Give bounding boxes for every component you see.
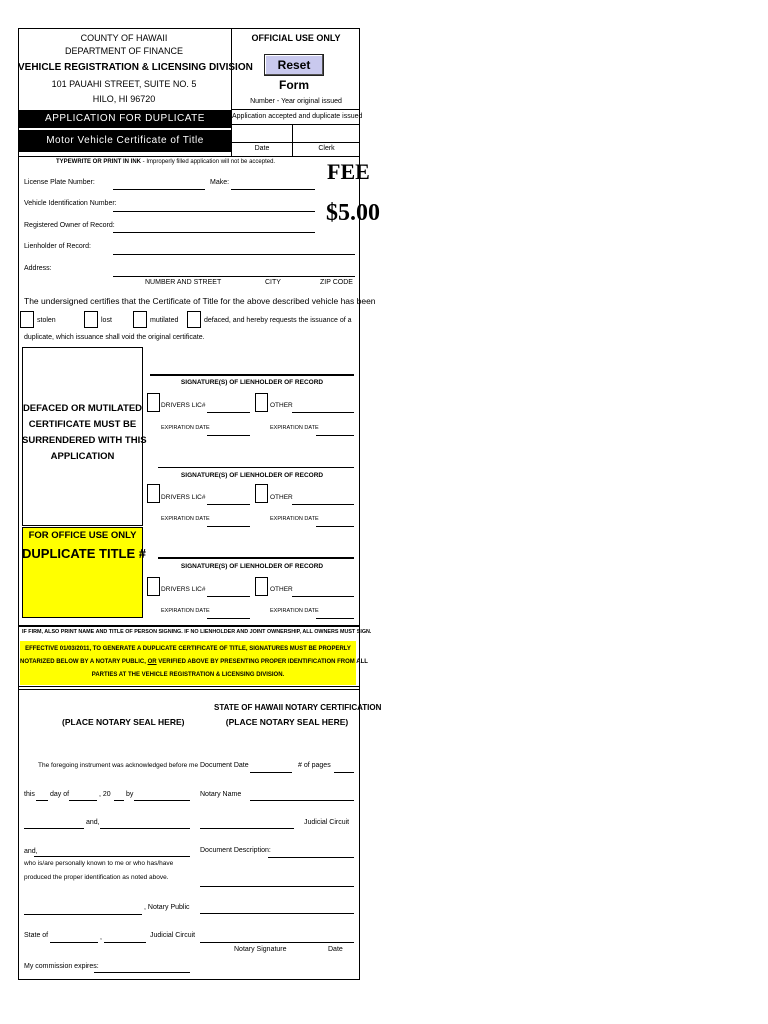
commission-label: My commission expires: bbox=[24, 963, 99, 970]
this-label: this bbox=[24, 791, 35, 798]
pages-label: # of pages bbox=[298, 762, 331, 769]
defaced-line-2: CERTIFICATE MUST BE bbox=[28, 419, 137, 430]
header-bottom-rule bbox=[18, 156, 360, 157]
expiration-field-2b[interactable] bbox=[316, 526, 354, 527]
and-label-2: and, bbox=[24, 848, 38, 855]
signature-title-1: SIGNATURE(S) OF LIENHOLDER OF RECORD bbox=[180, 379, 324, 386]
state-field[interactable] bbox=[50, 942, 98, 943]
stolen-label: stolen bbox=[37, 317, 56, 324]
notary-signature-field[interactable] bbox=[200, 942, 354, 943]
vin-field[interactable] bbox=[113, 211, 315, 212]
lienholder-field[interactable] bbox=[113, 254, 355, 255]
license-plate-field[interactable] bbox=[113, 189, 205, 190]
notice-line-3: PARTIES AT THE VEHICLE REGISTRATION & LICENSING DIVISION. bbox=[91, 672, 285, 678]
notice-line-2a: NOTARIZED BELOW BY A NOTARY PUBLIC, bbox=[20, 659, 148, 665]
other-label-1: OTHER bbox=[270, 402, 293, 409]
state-comma: , bbox=[100, 934, 102, 941]
license-plate-label: License Plate Number: bbox=[24, 179, 95, 186]
notice-line-2 bbox=[20, 659, 368, 666]
department-name: DEPARTMENT OF FINANCE bbox=[64, 46, 183, 56]
city-address: HILO, HI 96720 bbox=[92, 94, 156, 104]
drivers-lic-field-3[interactable] bbox=[207, 596, 250, 597]
official-rule-1 bbox=[231, 109, 360, 110]
application-subtitle: Motor Vehicle Certificate of Title bbox=[19, 130, 231, 152]
other-field-3[interactable] bbox=[292, 596, 354, 597]
make-field[interactable] bbox=[231, 189, 315, 190]
firm-note: IF FIRM, ALSO PRINT NAME AND TITLE OF PERSON SIGNING. IF NO LIENHOLDER AND JOINT OWNERSHIP, ALL OWNERS MUST SIGN. bbox=[22, 629, 372, 635]
fee-amount: $5.00 bbox=[326, 200, 380, 226]
drivers-lic-field-1[interactable] bbox=[207, 412, 250, 413]
owner-field[interactable] bbox=[113, 232, 315, 233]
lost-checkbox[interactable] bbox=[84, 311, 98, 328]
commission-field[interactable] bbox=[94, 972, 190, 973]
certify-text: The undersigned certifies that the Certificate of Title for the above described vehicle has been bbox=[24, 296, 376, 306]
known-text-1: who is/are personally known to me or who has/have bbox=[24, 860, 174, 867]
other-checkbox-2[interactable] bbox=[255, 484, 268, 503]
drivers-lic-label-2: DRIVERS LIC# bbox=[161, 494, 206, 501]
zip-label: ZIP CODE bbox=[320, 279, 353, 286]
lost-label: lost bbox=[101, 317, 112, 324]
pages-field[interactable] bbox=[334, 772, 354, 773]
defaced-label: defaced, and hereby requests the issuance of a bbox=[204, 317, 352, 324]
document-description-label: Document Description: bbox=[200, 847, 271, 854]
expiration-label-1a: EXPIRATION DATE bbox=[161, 425, 210, 431]
owner-label: Registered Owner of Record: bbox=[24, 222, 115, 229]
expiration-field-3b[interactable] bbox=[316, 618, 354, 619]
signature-line-3[interactable] bbox=[158, 557, 354, 559]
number-year-label: Number - Year original issued bbox=[250, 98, 342, 105]
notary-date-label: Date bbox=[328, 946, 343, 953]
party-field-1[interactable] bbox=[24, 828, 84, 829]
date-label: Date bbox=[254, 145, 270, 152]
other-field-2[interactable] bbox=[292, 504, 354, 505]
typewrite-instruction bbox=[56, 159, 275, 166]
office-use-label: FOR OFFICE USE ONLY bbox=[28, 530, 137, 541]
notary-seal-right: (PLACE NOTARY SEAL HERE) bbox=[225, 717, 349, 727]
drivers-lic-label-3: DRIVERS LIC# bbox=[161, 586, 206, 593]
other-checkbox-3[interactable] bbox=[255, 577, 268, 596]
expiration-label-3a: EXPIRATION DATE bbox=[161, 608, 210, 614]
day-field[interactable] bbox=[36, 800, 48, 801]
signature-line-2[interactable] bbox=[158, 467, 354, 468]
year-field[interactable] bbox=[114, 800, 124, 801]
by-field[interactable] bbox=[134, 800, 190, 801]
notice-line-1: EFFECTIVE 01/03/2011, TO GENERATE A DUPLICATE CERTIFICATE OF TITLE, SIGNATURES MUST BE PROPERLY bbox=[25, 646, 351, 652]
expiration-field-2a[interactable] bbox=[207, 526, 250, 527]
official-use-title: OFFICIAL USE ONLY bbox=[251, 33, 341, 43]
other-field-1[interactable] bbox=[292, 412, 354, 413]
judicial-circuit-label: Judicial Circuit bbox=[304, 819, 350, 826]
make-label: Make: bbox=[210, 179, 230, 186]
address-field[interactable] bbox=[113, 276, 355, 277]
and-label-1: and, bbox=[86, 819, 100, 826]
official-rule-3 bbox=[231, 142, 360, 143]
foregoing-text: The foregoing instrument was acknowledged before me bbox=[38, 762, 199, 769]
notice-or: OR bbox=[147, 659, 157, 665]
notary-rule-a bbox=[18, 686, 360, 687]
document-description-field-2[interactable] bbox=[200, 886, 354, 887]
certify-void-text: duplicate, which issuance shall void the original certificate. bbox=[24, 334, 205, 341]
drivers-lic-checkbox-1[interactable] bbox=[147, 393, 160, 412]
document-description-field[interactable] bbox=[268, 857, 354, 858]
defaced-line-3: SURRENDERED WITH THIS bbox=[22, 435, 147, 446]
signature-title-2: SIGNATURE(S) OF LIENHOLDER OF RECORD bbox=[180, 472, 324, 479]
circuit-field[interactable] bbox=[200, 828, 294, 829]
notary-public-field[interactable] bbox=[24, 914, 142, 915]
defaced-line-4: APPLICATION bbox=[50, 451, 115, 462]
lienholder-label: Lienholder of Record: bbox=[24, 243, 91, 250]
city-label: CITY bbox=[265, 279, 281, 286]
expiration-field-3a[interactable] bbox=[207, 618, 250, 619]
drivers-lic-checkbox-2[interactable] bbox=[147, 484, 160, 503]
day-of-label: day of bbox=[50, 791, 70, 798]
firm-note-rule bbox=[18, 625, 360, 627]
drivers-lic-label-1: DRIVERS LIC# bbox=[161, 402, 206, 409]
drivers-lic-field-2[interactable] bbox=[207, 504, 250, 505]
fee-label: FEE bbox=[327, 159, 370, 184]
year-prefix-label: , 20 bbox=[99, 791, 111, 798]
number-street-label: NUMBER AND STREET bbox=[145, 279, 222, 286]
notary-extra-field[interactable] bbox=[200, 913, 354, 914]
mutilated-checkbox[interactable] bbox=[133, 311, 147, 328]
notary-name-label: Notary Name bbox=[200, 791, 242, 798]
vin-label: Vehicle Identification Number: bbox=[24, 200, 117, 207]
defaced-line-1: DEFACED OR MUTILATED bbox=[22, 403, 143, 414]
expiration-label-3b: EXPIRATION DATE bbox=[270, 608, 319, 614]
notary-seal-left: (PLACE NOTARY SEAL HERE) bbox=[62, 717, 185, 727]
party-field-2[interactable] bbox=[100, 828, 190, 829]
signature-line-1[interactable] bbox=[150, 374, 354, 376]
duplicate-title-label: DUPLICATE TITLE # bbox=[22, 546, 146, 561]
known-text-2: produced the proper identification as noted above. bbox=[24, 874, 169, 881]
street-address: 101 PAUAHI STREET, SUITE NO. 5 bbox=[51, 79, 197, 89]
mutilated-label: mutilated bbox=[150, 317, 179, 324]
official-rule-2 bbox=[231, 124, 360, 125]
other-label-2: OTHER bbox=[270, 494, 293, 501]
typewrite-rest: - Improperly filled application will not be accepted. bbox=[141, 159, 276, 165]
other-checkbox-1[interactable] bbox=[255, 393, 268, 412]
expiration-label-1b: EXPIRATION DATE bbox=[270, 425, 319, 431]
stolen-checkbox[interactable] bbox=[20, 311, 34, 328]
application-title: APPLICATION FOR DUPLICATE bbox=[19, 110, 231, 128]
expiration-label-2a: EXPIRATION DATE bbox=[161, 516, 210, 522]
notary-name-field[interactable] bbox=[250, 800, 354, 801]
other-label-3: OTHER bbox=[270, 586, 293, 593]
by-label: by bbox=[126, 791, 134, 798]
defaced-checkbox[interactable] bbox=[187, 311, 201, 328]
expiration-field-1b[interactable] bbox=[316, 435, 354, 436]
notice-line-2b: VERIFIED ABOVE BY PRESENTING PROPER IDENTIFICATION FROM ALL bbox=[156, 659, 368, 665]
reset-form-button[interactable]: Reset Form bbox=[264, 54, 324, 76]
state-notary-title: STATE OF HAWAII NOTARY CERTIFICATION bbox=[214, 703, 382, 712]
division-name: VEHICLE REGISTRATION & LICENSING DIVISION bbox=[18, 62, 253, 73]
notary-rule-b bbox=[18, 689, 360, 690]
address-label: Address: bbox=[24, 265, 52, 272]
state-of-label: State of bbox=[24, 932, 49, 939]
expiration-label-2b: EXPIRATION DATE bbox=[270, 516, 319, 522]
county-name: COUNTY OF HAWAII bbox=[80, 33, 168, 43]
document-date-field[interactable] bbox=[250, 772, 292, 773]
state-circuit-field[interactable] bbox=[104, 942, 146, 943]
party-field-3[interactable] bbox=[34, 856, 190, 857]
expiration-field-1a[interactable] bbox=[207, 435, 250, 436]
header-divider bbox=[231, 28, 232, 156]
clerk-label: Clerk bbox=[318, 145, 335, 152]
drivers-lic-checkbox-3[interactable] bbox=[147, 577, 160, 596]
month-field[interactable] bbox=[69, 800, 97, 801]
notary-public-label: , Notary Public bbox=[144, 904, 190, 911]
accepted-label: Application accepted and duplicate issued bbox=[232, 113, 363, 120]
document-date-label: Document Date bbox=[200, 762, 249, 769]
judicial-circuit-label-2: Judicial Circuit bbox=[150, 932, 196, 939]
typewrite-bold: TYPEWRITE OR PRINT IN INK bbox=[56, 159, 142, 165]
signature-title-3: SIGNATURE(S) OF LIENHOLDER OF RECORD bbox=[180, 563, 324, 570]
notary-signature-label: Notary Signature bbox=[234, 946, 287, 953]
